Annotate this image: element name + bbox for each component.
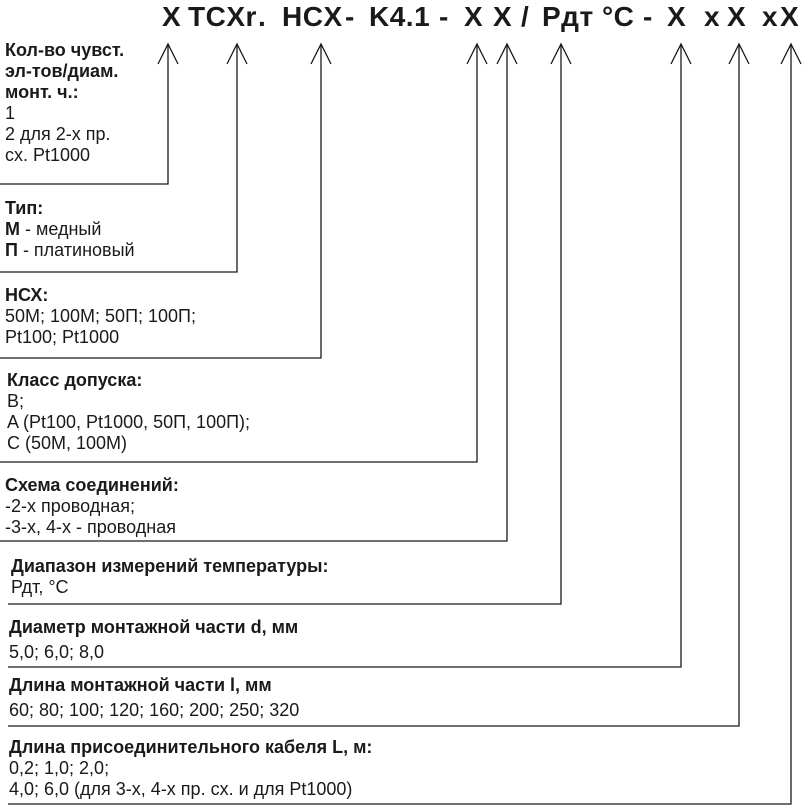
code-part: / xyxy=(521,1,530,32)
section-kolvo xyxy=(5,40,124,166)
code-part: . xyxy=(258,1,267,32)
section-line: Pt100; Pt1000 xyxy=(5,327,120,347)
code-part: HCX xyxy=(282,1,343,32)
code-part: - xyxy=(439,1,449,32)
section-title: Схема соединений: xyxy=(5,475,179,495)
section-line: -3-х, 4-х - проводная xyxy=(5,517,176,537)
type-text: - медный xyxy=(20,219,102,239)
section-line: 5,0; 6,0; 8,0 xyxy=(9,642,105,662)
product-code xyxy=(0,0,803,40)
type-key: П xyxy=(5,240,18,260)
section-line: A (Pt100, Pt1000, 50П, 100П); xyxy=(7,412,251,432)
type-key: М xyxy=(5,219,20,239)
section-line: Рдт, °С xyxy=(11,577,69,597)
section-title: Длина монтажной части l, мм xyxy=(9,675,272,695)
section-title: Длина присоединительного кабеля L, м: xyxy=(9,737,373,757)
code-part: X xyxy=(464,1,484,32)
section-schema xyxy=(5,475,179,538)
section-diametr xyxy=(9,617,298,663)
code-part: X xyxy=(780,1,800,32)
section-dlina xyxy=(9,675,299,721)
section-kabel xyxy=(9,737,372,800)
section-tip xyxy=(5,198,135,261)
section-title: Класс допуска: xyxy=(7,370,143,390)
section-line: -2-х проводная; xyxy=(5,496,135,516)
code-part: X xyxy=(162,1,182,32)
code-part: X xyxy=(493,1,513,32)
section-diapazon xyxy=(11,556,328,598)
section-line: 0,2; 1,0; 2,0; xyxy=(9,758,110,778)
code-part: X xyxy=(727,1,747,32)
section-nsx xyxy=(5,285,196,348)
section-line: 1 xyxy=(5,103,16,123)
type-text: - платиновый xyxy=(17,240,135,260)
section-title: Кол-во чувст. xyxy=(5,40,125,60)
code-part: - xyxy=(643,1,653,32)
code-part: TCXr xyxy=(188,1,257,32)
code-part: x xyxy=(704,1,721,32)
section-klass xyxy=(7,370,250,454)
section-title: НСХ: xyxy=(5,285,49,305)
section-line: C (50M, 100M) xyxy=(7,433,128,453)
section-title-line: монт. ч.: xyxy=(5,82,79,102)
section-line xyxy=(5,219,135,240)
section-line: 50М; 100М; 50П; 100П; xyxy=(5,306,196,326)
code-part: x xyxy=(762,1,779,32)
section-line: 60; 80; 100; 120; 160; 200; 250; 320 xyxy=(9,700,300,720)
section-title: Диаметр монтажной части d, мм xyxy=(9,617,299,637)
section-line: 2 для 2-х пр. xyxy=(5,124,111,144)
section-line: B; xyxy=(7,391,25,411)
section-line xyxy=(5,240,135,261)
section-title: Диапазон измерений температуры: xyxy=(11,556,329,576)
section-line: 4,0; 6,0 (для 3-х, 4-х пр. сх. и для Pt1000) xyxy=(9,779,353,799)
code-part: K4.1 xyxy=(369,1,431,32)
section-title-line: эл-тов/диам. xyxy=(5,61,119,81)
code-part: X xyxy=(667,1,687,32)
code-part: - xyxy=(345,1,355,32)
code-part: Pдт °C xyxy=(542,1,635,32)
section-title: Тип: xyxy=(5,198,44,218)
section-line: сх. Pt1000 xyxy=(5,145,91,165)
